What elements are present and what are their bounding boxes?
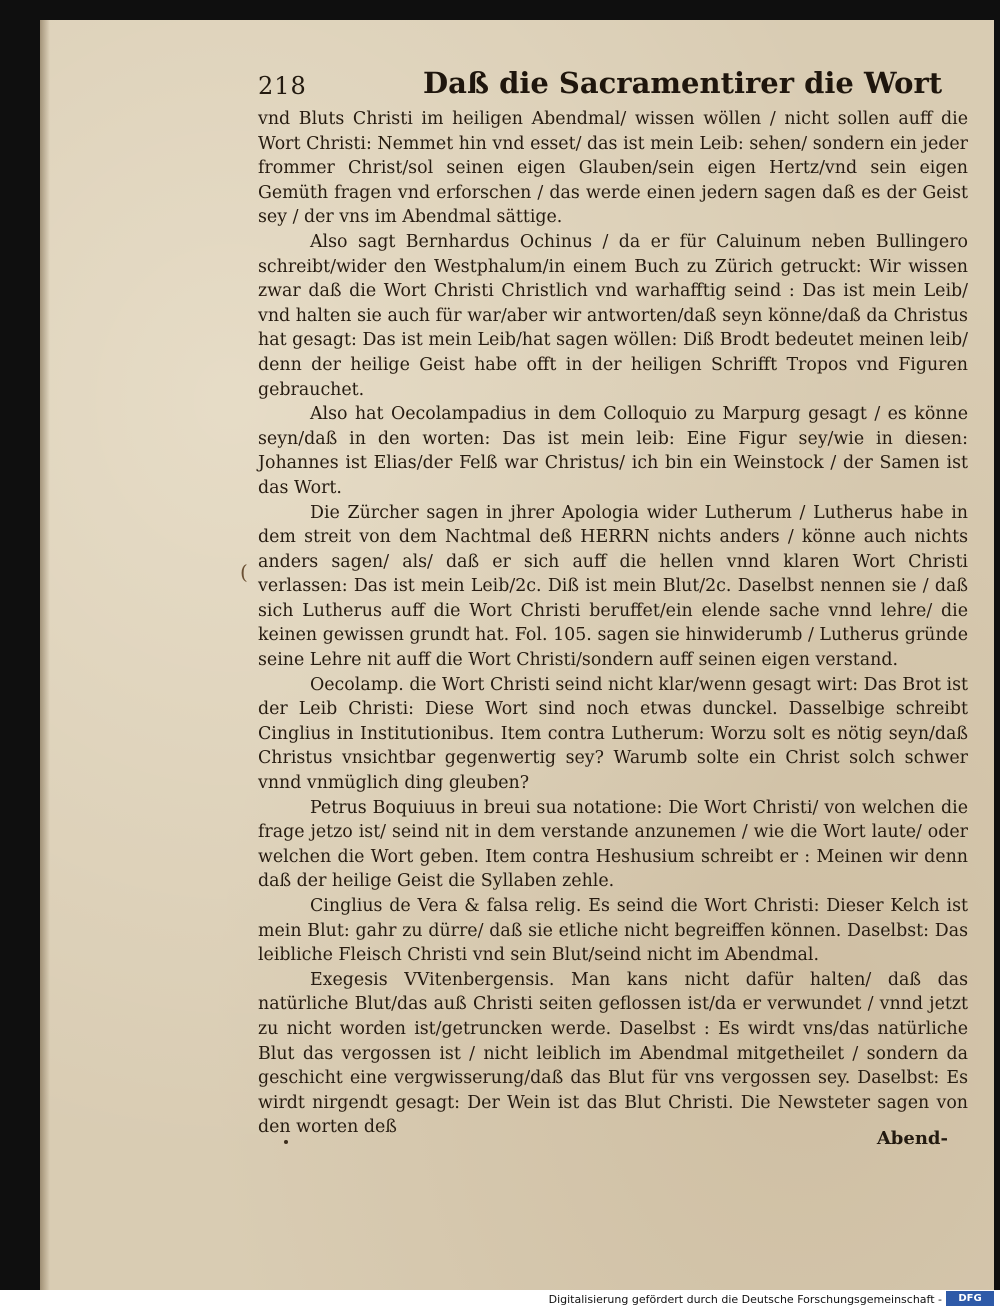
paragraph-7: Cinglius de Vera & falsa relig. Es seind die Wort Christi: Dieser Kelch ist mein Blut: gahr zu dürre/ daß sie etliche nicht begreiffen können. Daselbst: Das leibliche Fleisch Christi vnd sein Blut/seind nicht im Abendmal.	[258, 896, 968, 966]
page-header	[258, 62, 968, 110]
ink-speck	[284, 1140, 288, 1144]
margin-mark: (	[240, 560, 248, 584]
paragraph-6: Petrus Boquiuus in breui sua notatione: Die Wort Christi/ von welchen die frage jetzo ist/ seind nit in dem verstande anzunemen / wie die Wort laute/ oder welchen die Wort geben. Item contra Heshusium schreibt er : Meinen wir denn daß der heilige Geist die Syllaben zehle.	[258, 797, 968, 892]
main-text	[258, 107, 968, 1140]
page-number: 218	[258, 72, 307, 100]
paragraph-3: Also hat Oecolampadius in dem Colloquio zu Marpurg gesagt / es könne seyn/daß in den worten: Das ist mein leib: Eine Figur sey/wie in diesen: Johannes ist Elias/der Felß war Christus/ ich bin ein Weinstock / der Samen ist das Wort.	[258, 404, 968, 498]
footer-credit: Digitalisierung gefördert durch die Deutsche Forschungsgemeinschaft -	[548, 1293, 942, 1306]
running-title: Daß die Sacramentirer die Wort	[423, 66, 943, 100]
paragraph-4: Die Zürcher sagen in jhrer Apologia wider Lutherum / Lutherus habe in dem streit von dem Nachtmal deß HERRN nichts anders / könne auch nichts anders sagen/ als/ daß er sich auff die hellen vnnd klaren Wort Christi verlassen: Das ist mein Leib/2c. Diß ist mein Blut/2c. Daselbst nennen sie / daß sich Lutherus auff die Wort Christi beruffet/ein elende sache vnnd lehre/ die keinen gewissen grundt hat. Fol. 105. sagen sie hinwiderumb / Lutherus gründe seine Lehre nit auff die Wort Christi/sondern auff seinen eigen verstand.	[258, 502, 968, 671]
paragraph-8: Exegesis VVitenbergensis. Man kans nicht dafür halten/ daß das natürliche Blut/das auß Christi seiten geflossen ist/da er verwundet / vnnd jetzt zu nicht worden ist/getruncken werde. Daselbst : Es wirdt vns/das natürliche Blut das vergossen ist / nicht leiblich im Abendmal mitgetheilet / sondern da geschicht eine vergwisserung/daß das Blut für vns vergossen sey. Daselbst: Es wirdt nirgendt gesagt: Der Wein ist das Blut Christi. Die Newsteter sagen von den worten deß	[258, 969, 968, 1138]
paragraph-2: Also sagt Bernhardus Ochinus / da er für Caluinum neben Bullingero schreibt/wider den Westphalum/in einem Buch zu Zürich getruckt: Wir wissen zwar daß die Wort Christi Christlich vnd warhafftig seind : Das ist mein Leib/ vnd halten sie auch für war/aber wir antworten/daß seyn könne/daß da Christus hat gesagt: Das ist mein Leib/hat sagen wöllen: Diß Brodt bedeutet meinen leib/ denn der heilige Geist habe offt in der heiligen Schrifft Tropos vnd Figuren gebrauchet.	[258, 231, 968, 400]
page-gutter-shadow	[40, 20, 50, 1290]
dfg-logo: DFG	[946, 1291, 994, 1306]
paragraph-5: Oecolamp. die Wort Christi seind nicht klar/wenn gesagt wirt: Das Brot ist der Leib Christi: Diese Wort sind noch etwas dunckel. Dasselbige schreibt Cinglius in Institutionibus. Item contra Lutherum: Worzu solt es nötig seyn/daß Christus vnsichtbar gegenwertig sey? Warumb solte ein Christ solch schwer vnnd vnmüglich ding gleuben?	[258, 674, 968, 794]
catchword: Abend-	[876, 1128, 948, 1149]
paragraph-1: vnd Bluts Christi im heiligen Abendmal/ wissen wöllen / nicht sollen auff die Wort Christi: Nemmet hin vnd esset/ das ist mein Leib: sehen/ sondern ein jeder frommer Christ/sol seinen eigen Glauben/sein eigen Hertz/vnd sein eigen Gemüth fragen vnd erforschen / das werde einen jedern sagen daß es der Geist sey / der vns im Abendmal sättige.	[258, 109, 968, 228]
